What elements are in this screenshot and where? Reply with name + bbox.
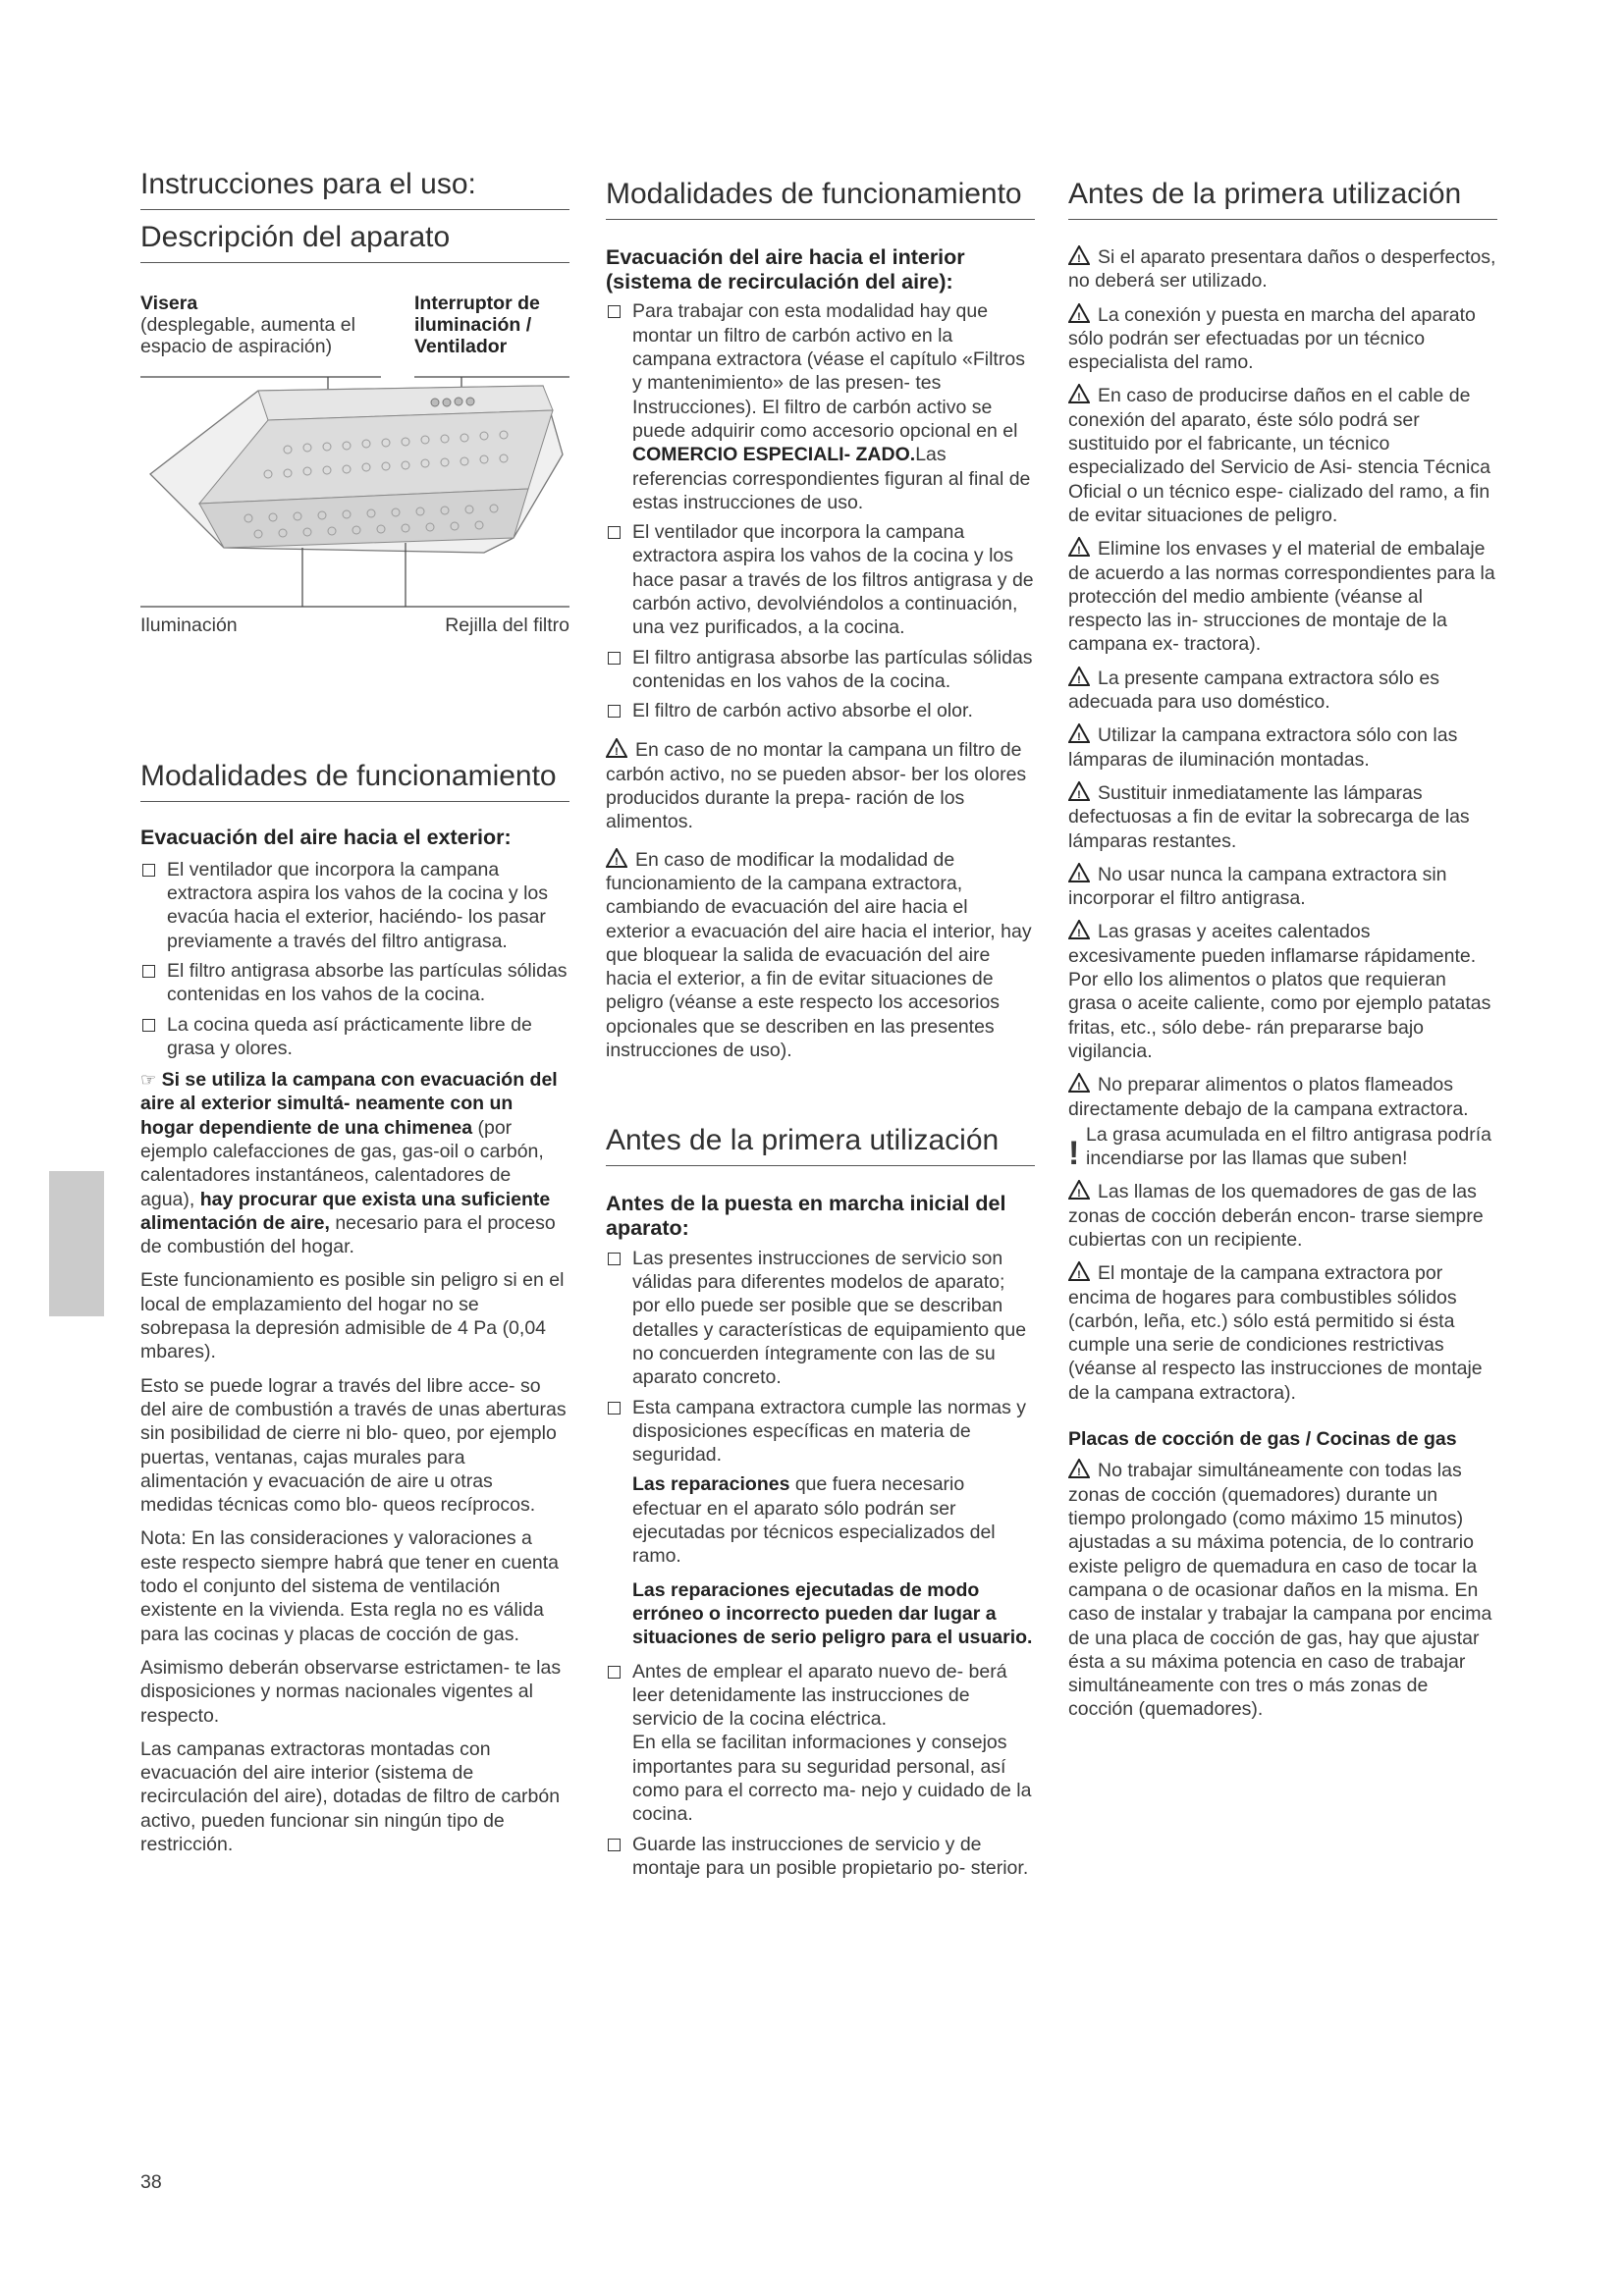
list-item: El filtro de carbón activo absorbe el olor. [606, 699, 1035, 722]
svg-text:!: ! [1077, 545, 1081, 558]
warning-icon [1068, 245, 1090, 265]
list-item: Antes de emplear el aparato nuevo de- berá leer detenidamente las instrucciones de servicio de la cocina eléctrica. En ella se facilitan informaciones y consejos importantes para su seguridad personal, así como para el correcto ma- nejo y cuidado de la cocina. [606, 1660, 1035, 1827]
fire-caution [1068, 1123, 1497, 1171]
repair-note: Las reparaciones que fuera necesario efectuar en el aparato sólo podrán ser ejecutadas por técnicos especializados del ramo. [632, 1473, 996, 1568]
svg-text:!: ! [1077, 731, 1081, 744]
warning: ! En caso de producirse daños en el cable de conexión del aparato, éste sólo podrá ser sustituido por el fabricante, un técnico especializado del Servicio de Asi- stencia Técnica Oficial o un técnico espe- cializado del ramo, a fin de evitar situaciones de peligro. [1068, 385, 1490, 526]
warning-icon [1068, 384, 1090, 403]
section-title-modes-2: Modalidades de funcionamiento [606, 177, 1035, 220]
warning-icon [606, 848, 627, 868]
section-title-first-use-3: Antes de la primera utilización [1068, 177, 1497, 220]
svg-text:!: ! [1077, 788, 1081, 801]
svg-text:!: ! [1077, 928, 1081, 940]
section-title-modes: Modalidades de funcionamiento [140, 759, 569, 802]
svg-text:!: ! [1077, 1188, 1081, 1201]
warning: ! No usar nunca la campana extractora sin incorporar el filtro antigrasa. [1068, 863, 1447, 910]
label-interruptor: Interruptor de iluminación / Ventilador [414, 293, 540, 357]
warning-icon [1068, 1459, 1090, 1478]
svg-text:!: ! [615, 746, 619, 759]
paragraph: Las campanas extractoras montadas con evacuación del aire interior (sistema de recirculación del aire), dotadas de filtro de carbón activo, pueden funcionar sin ningún tipo de restricción. [140, 1737, 561, 1855]
paragraph: Esto se puede lograr a través del libre acce- so del aire de combustión a través de unas aberturas sin posibilidad de cierre ni blo- queo, por ejemplo puertas, ventanas, cajas murales para alimentación y evacuación de aire u otras medidas técnicas como blo- queos recíprocos. [140, 1374, 567, 1517]
warning-icon [1068, 723, 1090, 743]
label-iluminacion: Iluminación [140, 614, 238, 636]
checklist-first-use [606, 1247, 1035, 1468]
label-visera: Visera (desplegable, aumenta el espacio de aspiración) [140, 293, 355, 357]
warning-icon [1068, 920, 1090, 939]
list-item: Guarde las instrucciones de servicio y de montaje para un posible propietario po- sterior. [606, 1833, 1035, 1881]
section-title-first-use: Antes de la primera utilización [606, 1123, 1035, 1166]
warning: ! La presente campana extractora sólo es adecuada para uso doméstico. [1068, 667, 1439, 714]
label-rejilla: Rejilla del filtro [445, 614, 569, 636]
subtitle-before-start: Antes de la puesta en marcha inicial del aparato: [606, 1192, 1006, 1241]
warning-icon [1068, 1073, 1090, 1093]
warning: ! Sustituir inmediatamente las lámparas defectuosas a fin de evitar la sobrecarga de las lámparas restantes. [1068, 781, 1470, 852]
warning-icon [1068, 537, 1090, 557]
list-item: El ventilador que incorpora la campana extractora aspira los vahos de la cocina y los evacúa hacia el exterior, haciéndo- los pasar previamente a través del filtro antigrasa. [140, 858, 569, 953]
warning: ! En caso de modificar la modalidad de funcionamiento de la campana extractora, cambiando de evacuación del aire hacia el exterior a evacuación del aire hacia el interior, hay que bloquear la salida de evacuación del aire hacia el exterior, a fin de evitar situaciones de peligro (véanse a este respecto los accesorios opcionales que se describen en las presentes instrucciones de uso). [606, 848, 1032, 1062]
checklist-first-use-2 [606, 1660, 1035, 1881]
warning: ! No preparar alimentos o platos flameados directamente debajo de la campana extractora. [1068, 1074, 1469, 1120]
side-tab-marker [49, 1171, 104, 1316]
warning: ! El montaje de la campana extractora por encima de hogares para combustibles sólidos (carbón, leña, etc.) sólo está permitido si ésta cumple una serie de condiciones restrictivas (véanse al respecto las instrucciones de montaje de la campana extractora). [1068, 1262, 1483, 1404]
warning-icon [1068, 303, 1090, 323]
warning-icon [1068, 781, 1090, 801]
svg-text:!: ! [615, 855, 619, 868]
page-number: 38 [140, 2171, 162, 2193]
list-item: El filtro antigrasa absorbe las partículas sólidas contenidas en los vahos de la cocina. [606, 646, 1035, 694]
warning: ! Si el aparato presentara daños o desperfectos, no deberá ser utilizado. [1068, 246, 1496, 293]
manual-title: Instrucciones para el uso: [140, 167, 569, 210]
warning: ! No trabajar simultáneamente con todas las zonas de cocción (quemadores) durante un tiempo prolongado (como máximo 15 minutos) ajustadas a su máxima potencia, de lo contrario existe peligro de quemadura en caso de tocar la campana o de ocasionar daños en la misma. En caso de instalar y trabajar la campana por encima de una placa de cocción de gas, hay que ajustar ésta a su máxima potencia en caso de trabajar simultáneamente con tres o más zonas de cocción (quemadores). [1068, 1460, 1492, 1721]
warning-icon [1068, 667, 1090, 686]
svg-text:!: ! [1077, 870, 1081, 882]
warning: ! La conexión y puesta en marcha del aparato sólo podrán ser efectuadas por un técnico especialista del ramo. [1068, 303, 1476, 374]
subtitle-interior: Evacuación del aire hacia el interior (sistema de recirculación del aire): [606, 245, 965, 294]
column-2 [606, 177, 1035, 1886]
list-item: El filtro antigrasa absorbe las partículas sólidas contenidas en los vahos de la cocina. [140, 959, 569, 1007]
warning: ! En caso de no montar la campana un filtro de carbón activo, no se pueden absor- ber los olores producidos durante la prepa- ración de los alimentos. [606, 739, 1027, 833]
gas-hob-title: Placas de cocción de gas / Cocinas de gas [1068, 1428, 1457, 1451]
warning: ! Las llamas de los quemadores de gas de las zonas de cocción deberán encon- trarse siempre cubiertas con un recipiente. [1068, 1181, 1484, 1251]
column-3 [1068, 177, 1497, 1732]
checklist-interior [606, 299, 1035, 722]
svg-text:!: ! [1077, 253, 1081, 265]
hood-diagram [140, 293, 569, 666]
svg-text:!: ! [1077, 1269, 1081, 1282]
paragraph: Asimismo deberán observarse estrictamen- te las disposiciones y normas nacionales vigentes al respecto. [140, 1656, 562, 1727]
chimney-note: ☞ Si se utiliza la campana con evacuación del aire al exterior simultá- neamente con un hogar dependiente de una chimenea (por ejemplo calefacciones de gas, gas-oil o carbón, calentadores instantáneos, calentadores de agua), hay procurar que exista una suficiente alimentación de aire, necesario para el proceso de combustión del hogar. [140, 1069, 558, 1258]
repair-warning: Las reparaciones ejecutadas de modo erróneo o incorrecto pueden dar lugar a situaciones de serio peligro para el usuario. [632, 1578, 1033, 1649]
warning-icon [606, 738, 627, 758]
section-title-description: Descripción del aparato [140, 220, 569, 263]
svg-text:!: ! [1077, 392, 1081, 404]
list-item: Las presentes instrucciones de servicio son válidas para diferentes modelos de aparato; por ello puede ser posible que se describan detalles y características de equipamiento que no concuerden íntegramente con las de su aparato concreto. [606, 1247, 1035, 1390]
warning: ! Utilizar la campana extractora sólo con las lámparas de iluminación montadas. [1068, 724, 1458, 771]
paragraph: Este funcionamiento es posible sin peligro si en el local de emplazamiento del hogar no se sobrepasa la depresión admisible de 4 Pa (0,04 mbares). [140, 1269, 565, 1363]
checklist-exterior [140, 858, 569, 1060]
hand-pointer-icon: ☞ [140, 1070, 157, 1091]
warning-icon [1068, 1180, 1090, 1200]
warning: ! Las grasas y aceites calentados excesivamente pueden inflamarse rápidamente. Por ello los alimentos o platos que requieran grasa o aceite caliente, como por ejemplo patatas fritas, etc., sólo debe- rán prepararse bajo vigilancia. [1068, 921, 1491, 1062]
warning-icon [1068, 1261, 1090, 1281]
svg-text:!: ! [1077, 1467, 1081, 1479]
svg-text:!: ! [1077, 1081, 1081, 1094]
warning-icon [1068, 863, 1090, 882]
svg-text:!: ! [1077, 310, 1081, 323]
list-item: El ventilador que incorpora la campana extractora aspira los vahos de la cocina y los hace pasar a través de los filtros antigrasa y de carbón activo, devolviéndolos a continuación, una vez purificados, a la cocina. [606, 520, 1035, 639]
caution-text: La grasa acumulada en el filtro antigrasa podría incendiarse por las llamas que suben! [1086, 1123, 1492, 1170]
warning: ! Elimine los envases y el material de embalaje de acuerdo a las normas correspondientes para la protección del medio ambiente (véanse al respecto las in- strucciones de montaje de la campana ex- tractora). [1068, 538, 1495, 656]
list-item: Para trabajar con esta modalidad hay que montar un filtro de carbón activo en la campana extractora (véase el capítulo «Filtros y mantenimiento» de las presen- tes Instrucciones). El filtro de carbón activo se puede adquirir como accesorio opcional en el COMERCIO ESPECIALI- ZADO.Las referencias correspondientes figuran al final de estas instrucciones de uso. [606, 299, 1035, 514]
list-item: Esta campana extractora cumple las normas y disposiciones específicas en materia de seguridad. [606, 1396, 1035, 1468]
column-1 [140, 167, 569, 1866]
svg-text:!: ! [1077, 673, 1081, 686]
list-item: La cocina queda así prácticamente libre de grasa y olores. [140, 1013, 569, 1061]
exclamation-icon: ! [1068, 1134, 1080, 1172]
subtitle-exterior: Evacuación del aire hacia el exterior: [140, 826, 512, 849]
paragraph: Nota: En las consideraciones y valoraciones a este respecto siempre habrá que tener en cuenta todo el conjunto del sistema de ventilación existente en la vivienda. Esta regla no es válida para las cocinas y placas de cocción de gas. [140, 1527, 560, 1645]
